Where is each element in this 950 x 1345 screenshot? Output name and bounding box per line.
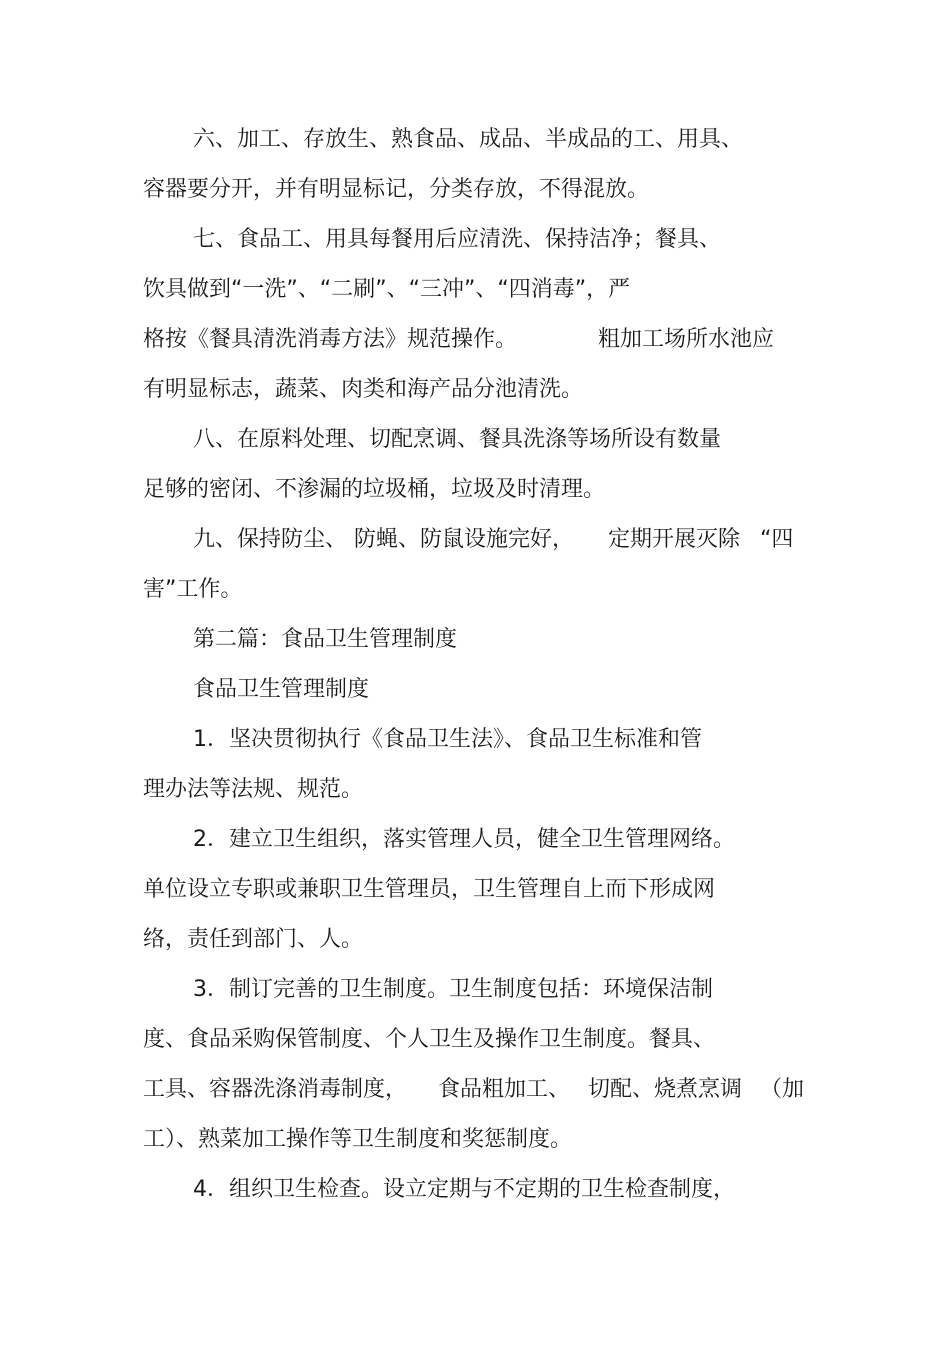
text-line: 八、在原料处理、切配烹调、餐具洗涤等场所设有数量 — [193, 427, 722, 452]
text-line: 六、加工、存放生、熟食品、成品、半成品的工、用具、 — [193, 127, 744, 152]
text-line: 度、食品采购保管制度、个人卫生及操作卫生制度。餐具、 — [143, 1027, 716, 1052]
text-line: 害”工作。 — [143, 577, 243, 602]
heading: 食品卫生管理制度 — [193, 677, 370, 702]
text-line: 食品粗加工、 — [438, 1077, 571, 1102]
text-line: 1．坚决贯彻执行《食品卫生法》、食品卫生标准和管 — [193, 727, 702, 752]
text-line: 切配、烧煮烹调 — [588, 1077, 743, 1102]
text-line: （加 — [760, 1077, 805, 1102]
text-line: 4．组织卫生检查。设立定期与不定期的卫生检查制度， — [193, 1177, 735, 1202]
text-line: 2．建立卫生组织，落实管理人员，健全卫生管理网络。 — [193, 827, 735, 852]
text-line: 有明显标志，蔬菜、肉类和海产品分池清洗。 — [143, 377, 584, 402]
text-line: 工具、容器洗涤消毒制度， — [143, 1077, 408, 1102]
text-line: 理办法等法规、规范。 — [143, 777, 364, 802]
text-line: 七、食品工、用具每餐用后应清洗、保持洁净；餐具、 — [193, 227, 722, 252]
text-line: 3．制订完善的卫生制度。卫生制度包括：环境保洁制 — [193, 977, 713, 1002]
text-line: 定期开展灭除 — [608, 527, 741, 552]
text-line: 容器要分开，并有明显标记，分类存放，不得混放。 — [143, 177, 650, 202]
text-line: 工）、熟菜加工操作等卫生制度和奖惩制度。 — [143, 1127, 573, 1152]
text-line: “四 — [760, 527, 794, 552]
text-line: 粗加工场所水池应 — [598, 327, 775, 352]
text-line: 格按《餐具清洗消毒方法》规范操作。 — [143, 327, 518, 352]
text-line: 九、保持防尘、 防蝇、防鼠设施完好， — [193, 527, 574, 552]
text-line: 饮具做到“一洗”、“二刷”、“三冲”、“四消毒”，严 — [143, 277, 631, 302]
text-line: 足够的密闭、不渗漏的垃圾桶，垃圾及时清理。 — [143, 477, 606, 502]
section-title: 第二篇：食品卫生管理制度 — [193, 627, 458, 652]
text-line: 单位设立专职或兼职卫生管理员，卫生管理自上而下形成网 — [143, 877, 716, 902]
text-line: 络，责任到部门、人。 — [143, 927, 364, 952]
